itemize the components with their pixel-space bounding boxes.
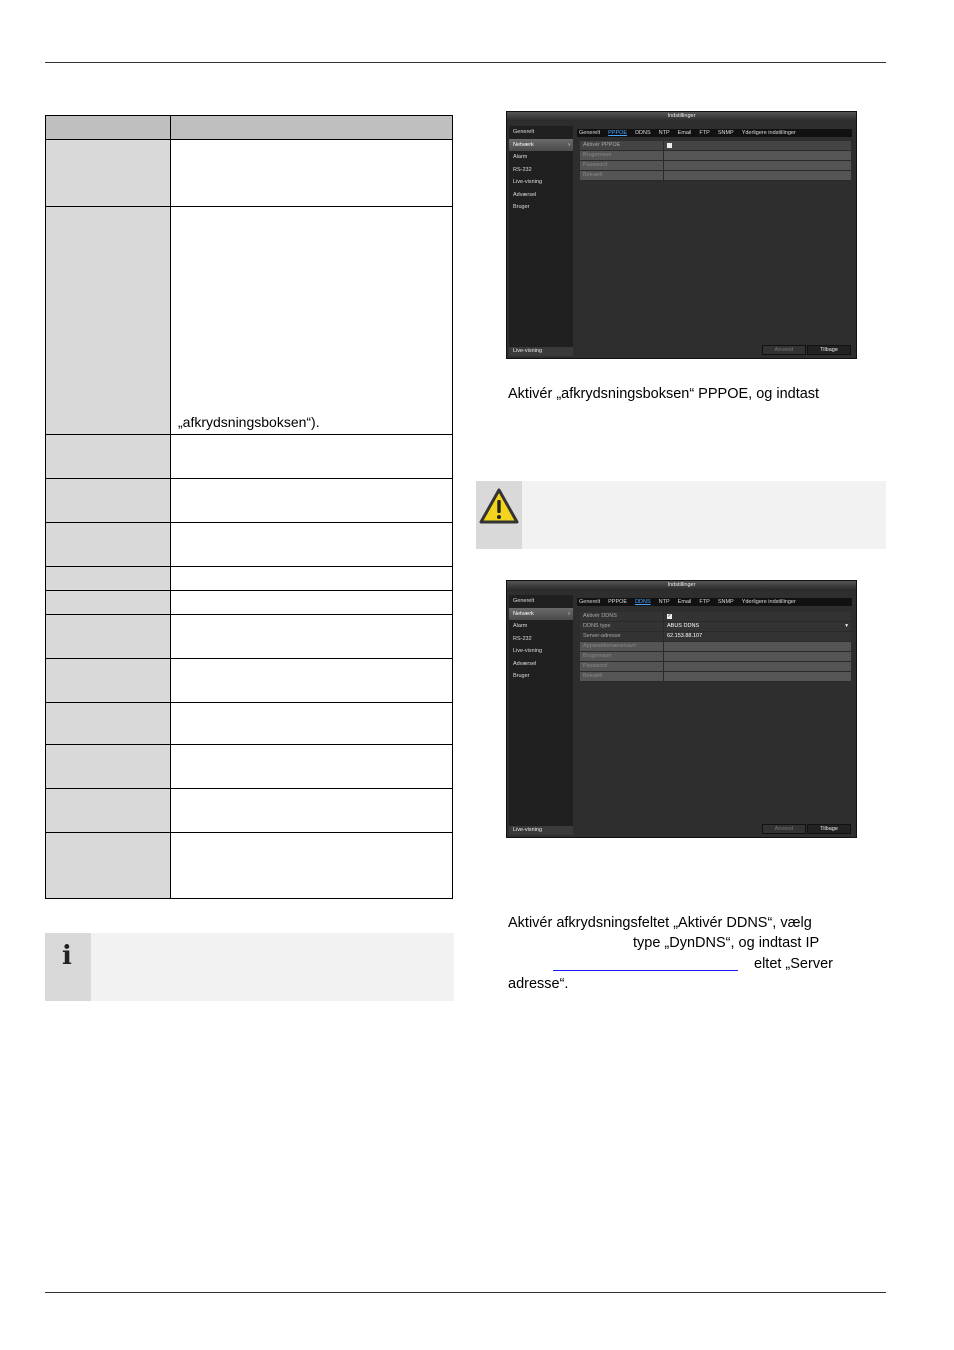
warning-icon-column (476, 481, 522, 549)
form-row (580, 632, 851, 642)
server-address-field[interactable]: 62.153.88.107 (667, 633, 703, 639)
enable-ddns-checkbox[interactable] (664, 612, 851, 621)
pppoe-instruction: Aktivér „afkrydsningsboksen“ PPPOE, og indtast (508, 386, 820, 402)
settings-tabs (577, 598, 852, 606)
ddns-settings-screenshot (506, 580, 857, 838)
info-icon-column (45, 933, 91, 1001)
tab-email[interactable]: Email (677, 130, 692, 136)
enable-pppoe-checkbox[interactable] (664, 141, 851, 150)
tab-ftp[interactable]: FTP (699, 599, 710, 605)
form-row (580, 151, 851, 161)
sidebar-item-alarm[interactable] (509, 151, 573, 164)
table-header-cell (171, 116, 453, 140)
back-button[interactable]: Tilbage (807, 824, 851, 834)
table-cell-text: „afkrydsningsboksen“). (178, 414, 320, 430)
table-cell (46, 207, 171, 435)
sidebar-item-label: Netværk (513, 610, 534, 617)
form-row (580, 672, 851, 682)
field-label: Bekræft (580, 672, 664, 681)
live-view-button[interactable]: Live-visning (509, 347, 573, 356)
table-cell (46, 745, 171, 789)
table-cell (46, 703, 171, 745)
link-underline (553, 970, 738, 971)
table-cell (46, 435, 171, 479)
table-row (46, 615, 453, 659)
table-row (46, 745, 453, 789)
sidebar-item-live-visning[interactable] (509, 645, 573, 658)
tab-more-settings[interactable]: Yderligere indstillinger (741, 130, 796, 136)
select-value: ABUS DDNS (667, 623, 700, 629)
table-cell (46, 523, 171, 567)
settings-sidebar (509, 595, 573, 835)
pppoe-form (580, 141, 851, 181)
sidebar-item-label: Generelt (513, 598, 535, 604)
tab-ftp[interactable]: FTP (699, 130, 710, 136)
settings-table (45, 115, 453, 899)
settings-sidebar (509, 126, 573, 356)
table-cell (171, 745, 453, 789)
sidebar-item-label: Live-visning (513, 179, 543, 185)
table-row (46, 833, 453, 899)
live-view-button[interactable]: Live-visning (509, 826, 573, 835)
footer-rule (45, 1292, 886, 1293)
tab-generelt[interactable]: Generelt (579, 130, 601, 136)
sidebar-item-label: Alarm (513, 154, 528, 160)
sidebar-item-label: Adværsel (513, 191, 537, 198)
field-label: Brugernavn (580, 652, 664, 661)
field-label: Brugernavn (580, 151, 664, 160)
sidebar-item-netvaerk[interactable] (509, 139, 573, 152)
chevron-right-icon: › (568, 141, 570, 148)
sidebar-item-bruger[interactable] (509, 201, 573, 214)
table-cell (46, 659, 171, 703)
apply-button[interactable]: Anvend (762, 345, 806, 355)
ddns-instruction-line-4: adresse“. (508, 976, 569, 992)
sidebar-item-label: Bruger (513, 673, 530, 679)
username-field[interactable] (664, 652, 851, 661)
sidebar-item-advarsel[interactable] (509, 189, 573, 202)
table-cell (171, 833, 453, 899)
table-row (46, 567, 453, 591)
table-cell (171, 567, 453, 591)
table-cell (171, 703, 453, 745)
table-cell (171, 659, 453, 703)
sidebar-item-label: Generelt (513, 129, 535, 135)
tab-snmp[interactable]: SNMP (717, 599, 734, 605)
sidebar-item-netvaerk[interactable] (509, 608, 573, 621)
form-row (580, 141, 851, 151)
table-cell (171, 615, 453, 659)
form-row (580, 622, 851, 632)
field-label: Aktivér DDNS (580, 612, 664, 621)
form-row (580, 662, 851, 672)
field-label: Server-adresse (580, 632, 664, 641)
ddns-form (580, 612, 851, 682)
tab-pppoe[interactable]: PPPOE (608, 599, 628, 605)
back-button[interactable]: Tilbage (807, 345, 851, 355)
pppoe-settings-screenshot (506, 111, 857, 359)
table-cell (171, 789, 453, 833)
settings-tabs (577, 129, 852, 137)
field-label: Aktivér PPPOE (580, 141, 664, 150)
username-field[interactable] (664, 151, 851, 160)
warning-icon (477, 485, 521, 529)
sidebar-item-label: Adværsel (513, 660, 537, 667)
form-row (580, 171, 851, 181)
sidebar-item-label: Bruger (513, 204, 530, 210)
tab-snmp[interactable]: SNMP (717, 130, 734, 136)
table-row (46, 140, 453, 207)
sidebar-item-label: RS-232 (513, 635, 532, 642)
sidebar-item-bruger[interactable] (509, 670, 573, 683)
table-row (46, 591, 453, 615)
table-row (46, 703, 453, 745)
table-cell (46, 789, 171, 833)
field-label: Apparatdomænenavn (580, 642, 664, 651)
table-cell (46, 591, 171, 615)
tab-pppoe[interactable]: PPPOE (608, 130, 628, 136)
table-row (46, 789, 453, 833)
sidebar-item-label: Alarm (513, 623, 528, 629)
sidebar-item-alarm[interactable] (509, 620, 573, 633)
table-row (46, 523, 453, 567)
tab-more-settings[interactable]: Yderligere indstillinger (741, 599, 796, 605)
sidebar-item-rs232[interactable] (509, 633, 573, 646)
ddns-instruction-line-3: eltet „Server (754, 956, 833, 972)
table-row (46, 479, 453, 523)
sidebar-item-rs232[interactable] (509, 164, 573, 177)
sidebar-item-label: Netværk (513, 141, 534, 148)
tab-ntp[interactable]: NTP (658, 599, 670, 605)
field-label: DDNS type (580, 622, 664, 631)
table-cell (46, 567, 171, 591)
checkbox-checked-icon: ✓ (667, 613, 672, 619)
form-row (580, 642, 851, 652)
table-cell (171, 523, 453, 567)
apply-button[interactable]: Anvend (762, 824, 806, 834)
sidebar-item-label: RS-232 (513, 166, 532, 173)
tab-ddns[interactable]: DDNS (635, 130, 651, 136)
table-cell (171, 207, 453, 435)
sidebar-item-advarsel[interactable] (509, 658, 573, 671)
ddns-instruction-line-2: type „DynDNS“, og indtast IP (633, 935, 820, 951)
sidebar-item-live-visning[interactable] (509, 176, 573, 189)
field-label: Password (580, 662, 664, 671)
form-row (580, 612, 851, 622)
window-title: Indstillinger (507, 581, 856, 590)
form-row (580, 161, 851, 171)
confirm-password-field[interactable] (664, 171, 851, 180)
form-row (580, 652, 851, 662)
info-note-box (45, 933, 454, 1001)
tab-ntp[interactable]: NTP (658, 130, 670, 136)
table-cell (46, 140, 171, 207)
tab-email[interactable]: Email (677, 599, 692, 605)
password-field[interactable] (664, 662, 851, 671)
header-rule (45, 62, 886, 63)
password-field[interactable] (664, 161, 851, 170)
table-cell (46, 615, 171, 659)
sidebar-item-generelt[interactable] (509, 595, 573, 608)
chevron-down-icon: ▾ (845, 623, 848, 629)
tab-ddns[interactable]: DDNS (635, 599, 651, 605)
table-cell (171, 140, 453, 207)
tab-generelt[interactable]: Generelt (579, 599, 601, 605)
table-cell (171, 479, 453, 523)
chevron-right-icon: › (568, 610, 570, 617)
sidebar-item-generelt[interactable] (509, 126, 573, 139)
sidebar-item-label: Live-visning (513, 648, 543, 654)
info-icon: i (62, 941, 72, 971)
table-cell (46, 833, 171, 899)
table-cell (46, 479, 171, 523)
warning-note-box (476, 481, 886, 549)
table-header-row (46, 116, 453, 140)
table-row (46, 207, 453, 435)
confirm-password-field[interactable] (664, 672, 851, 681)
device-domain-field[interactable] (664, 642, 851, 651)
table-header-cell (46, 116, 171, 140)
checkbox-icon (667, 143, 672, 148)
window-title: Indstillinger (507, 112, 856, 121)
table-row (46, 435, 453, 479)
table-row (46, 659, 453, 703)
field-label: Bekræft (580, 171, 664, 180)
field-label: Password (580, 161, 664, 170)
ddns-instruction-line-1: Aktivér afkrydsningsfeltet „Aktivér DDNS“, vælg (508, 915, 812, 931)
ddns-type-select[interactable] (664, 622, 851, 631)
table-cell (171, 591, 453, 615)
table-cell (171, 435, 453, 479)
